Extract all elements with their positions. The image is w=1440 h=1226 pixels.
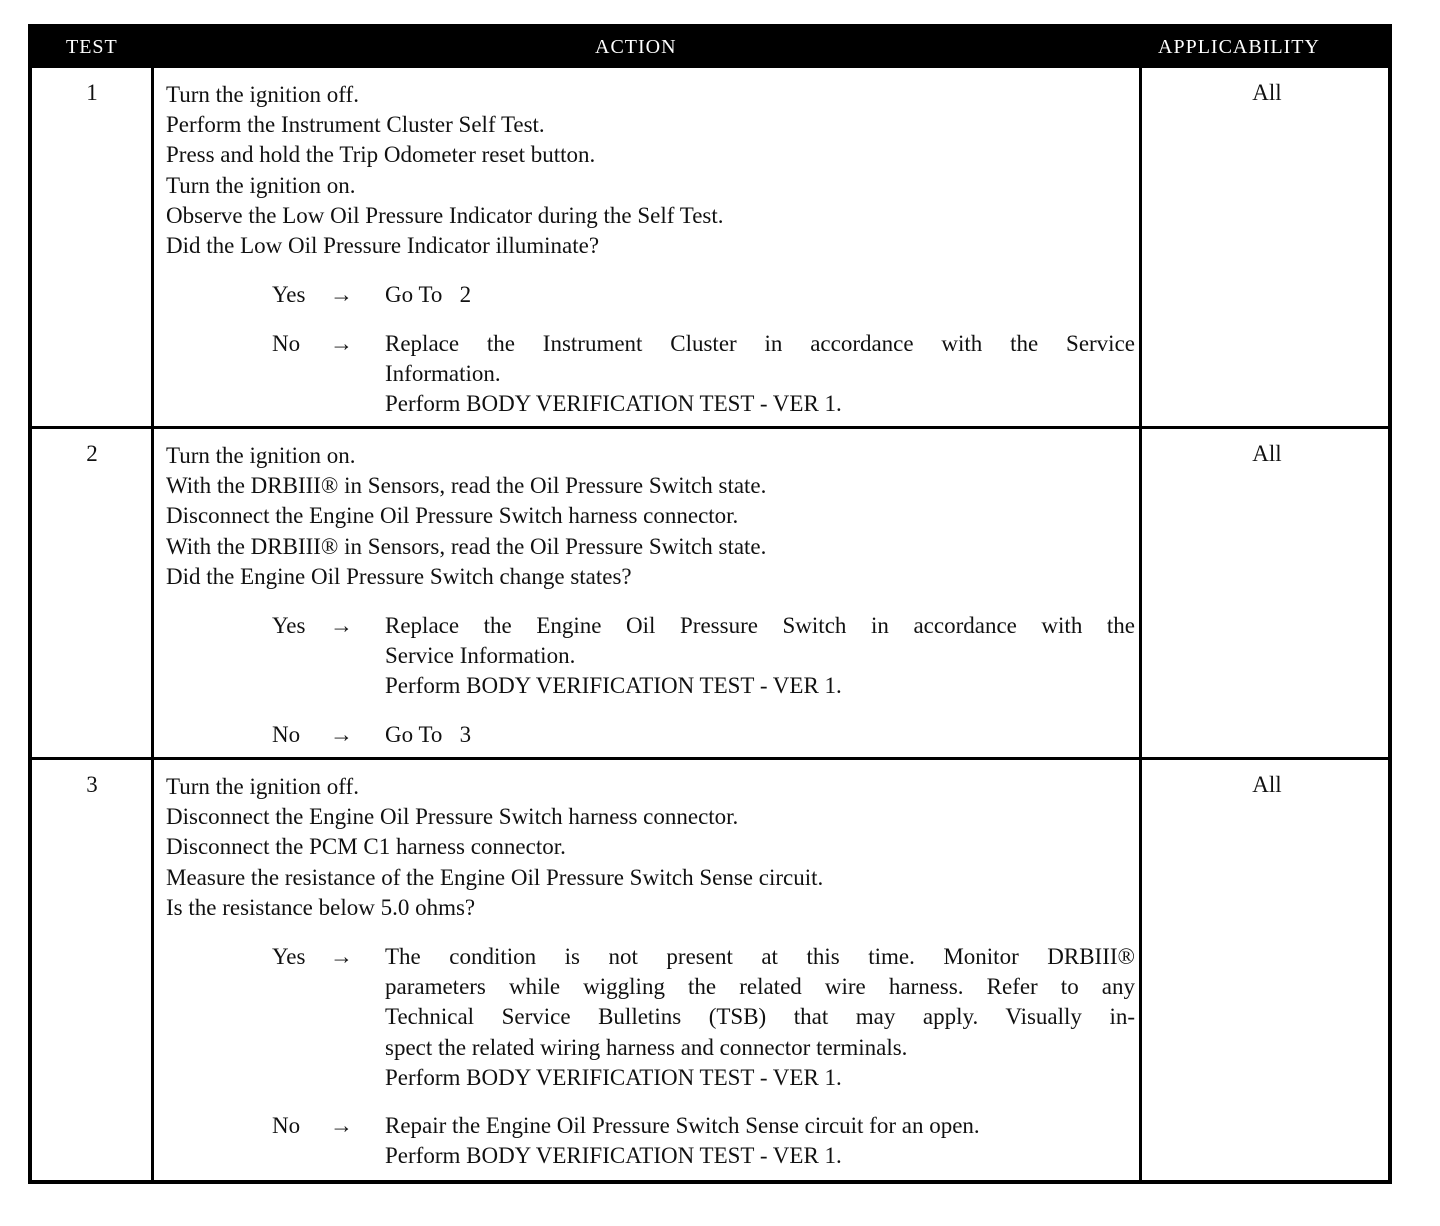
header-applicability: APPLICABILITY <box>1158 36 1320 58</box>
table-header <box>32 28 1388 68</box>
action-step: Is the resistance below 5.0 ohms? <box>166 894 476 920</box>
result-line: Replace the Engine Oil Pressure Switch in accordance with the <box>385 613 1135 638</box>
action-steps <box>166 441 1126 592</box>
test-number: 1 <box>86 80 98 105</box>
action-step: Turn the ignition off. <box>166 774 359 799</box>
result-line: Repair the Engine Oil Pressure Switch Sense circuit for an open. <box>385 1113 980 1138</box>
applicability-value: All <box>1252 80 1282 105</box>
applicability-value: All <box>1252 772 1282 797</box>
result-line: Perform BODY VERIFICATION TEST - VER 1. <box>385 1064 842 1090</box>
arrow-icon: → <box>330 944 353 969</box>
action-step: Did the Engine Oil Pressure Switch change states? <box>166 563 632 589</box>
result-label: No <box>272 331 301 356</box>
result-text <box>385 611 1135 702</box>
header-action: ACTION <box>595 36 677 58</box>
action-step: Press and hold the Trip Odometer reset button. <box>166 142 596 168</box>
table-row <box>32 429 1388 757</box>
result-label: Yes <box>272 282 306 307</box>
result-line: parameters while wiggling the related wire harness. Refer to any <box>385 974 1135 1000</box>
result-line: Perform BODY VERIFICATION TEST - VER 1. <box>385 1143 842 1169</box>
result-label: Yes <box>272 613 306 638</box>
result-line: spect the related wiring harness and connector terminals. <box>385 1034 908 1060</box>
result-line: Perform BODY VERIFICATION TEST - VER 1. <box>385 673 842 699</box>
action-step: Did the Low Oil Pressure Indicator illuminate? <box>166 233 600 259</box>
action-step: Observe the Low Oil Pressure Indicator during the Self Test. <box>166 202 724 228</box>
result-label: No <box>272 722 301 747</box>
test-number: 2 <box>86 441 98 466</box>
result-text <box>385 720 1135 750</box>
action-step: Turn the ignition off. <box>166 82 359 107</box>
test-number: 3 <box>86 772 98 797</box>
action-steps <box>166 772 1126 923</box>
result-label: Yes <box>272 944 306 969</box>
result-line: Go To 2 <box>385 282 472 307</box>
result-line: Technical Service Bulletins (TSB) that may apply. Visually in- <box>385 1004 1135 1030</box>
action-steps <box>166 80 1126 261</box>
result-line: Perform BODY VERIFICATION TEST - VER 1. <box>385 391 842 417</box>
diagnostic-test-table <box>28 24 1392 1184</box>
result-text <box>385 329 1135 420</box>
action-step: Turn the ignition on. <box>166 443 356 468</box>
result-line: Service Information. <box>385 643 576 669</box>
result-text <box>385 1111 1135 1171</box>
action-step: With the DRBIII® in Sensors, read the Oil Pressure Switch state. <box>166 473 767 499</box>
result-label: No <box>272 1113 301 1138</box>
action-step: Disconnect the PCM C1 harness connector. <box>166 834 566 860</box>
arrow-icon: → <box>330 722 353 747</box>
result-line: Go To 3 <box>385 722 472 747</box>
header-test: TEST <box>66 36 118 58</box>
action-step: Turn the ignition on. <box>166 172 356 198</box>
table-row <box>32 68 1388 426</box>
result-text <box>385 280 1135 310</box>
result-line: Replace the Instrument Cluster in accordance with the Service <box>385 331 1135 356</box>
table-row <box>32 760 1388 1180</box>
arrow-icon: → <box>330 1113 353 1138</box>
action-step: Perform the Instrument Cluster Self Test. <box>166 112 545 138</box>
arrow-icon: → <box>330 613 353 638</box>
action-step: Measure the resistance of the Engine Oil Pressure Switch Sense circuit. <box>166 864 824 890</box>
result-line: Information. <box>385 361 501 387</box>
action-step: Disconnect the Engine Oil Pressure Switch harness connector. <box>166 804 739 830</box>
applicability-value: All <box>1252 441 1282 466</box>
result-text <box>385 942 1135 1093</box>
arrow-icon: → <box>330 331 353 356</box>
action-step: With the DRBIII® in Sensors, read the Oil Pressure Switch state. <box>166 533 767 559</box>
result-line: The condition is not present at this time. Monitor DRBIII® <box>385 944 1135 969</box>
action-step: Disconnect the Engine Oil Pressure Switch harness connector. <box>166 503 739 529</box>
arrow-icon: → <box>330 282 353 307</box>
